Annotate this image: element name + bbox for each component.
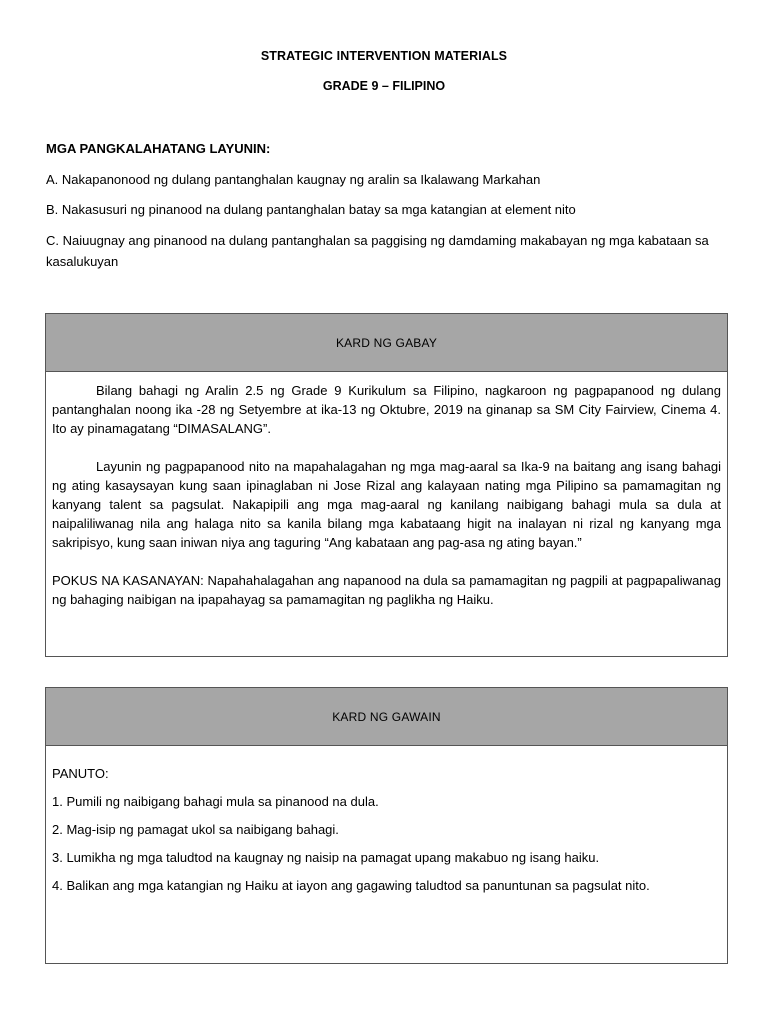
gawain-card <box>45 687 728 964</box>
gawain-card-body <box>46 746 727 895</box>
gabay-card <box>45 313 728 657</box>
objective-a: A. Nakapanonood ng dulang pantanghalan kaugnay ng aralin sa Ikalawang Markahan <box>46 172 541 187</box>
objectives-heading: MGA PANGKALAHATANG LAYUNIN: <box>46 141 271 156</box>
panuto-label: PANUTO: <box>52 766 109 781</box>
gawain-step-4: 4. Balikan ang mga katangian ng Haiku at iayon ang gagawing taludtod sa panuntunan sa pagsulat nito. <box>52 878 650 893</box>
document-subtitle: GRADE 9 – FILIPINO <box>322 79 446 93</box>
gabay-card-body <box>46 372 727 609</box>
gawain-step-1: 1. Pumili ng naibigang bahagi mula sa pinanood na dula. <box>52 794 379 809</box>
gabay-paragraph-1: Bilang bahagi ng Aralin 2.5 ng Grade 9 Kurikulum sa Filipino, nagkaroon ng pagpapanood ng dulang pantanghalan noong ika -28 ng Setyembre at ika-13 ng Oktubre, 2019 na ginanap sa SM City Fairview, Cinema 4. Ito ay pinamagatang “DIMASALANG”. <box>52 383 721 436</box>
gawain-step-2: 2. Mag-isip ng pamagat ukol sa naibigang bahagi. <box>52 822 339 837</box>
gabay-paragraph-2: Layunin ng pagpapanood nito na mapahalagahan ng mga mag-aaral sa Ika-9 na baitang ang isang bahagi ng ating kasaysayan kung saan ipinaglaban ni Jose Rizal ang kalayaan nating mga Pilipino sa pamamagitan ng kanyang talent sa pagsulat. Nakapipili ang mga mag-aaral ng kanilang naibigang bahagi mula sa dula at naipaliliwanag nila ang halaga nito sa kanila bilang mga kabataang higit na inalayan ni rizal ng kanyang mga sakripisyo, kung saan iniwan niya ang taguring “Ang kabataan ang pag-asa ng ating bayan.” <box>52 459 721 550</box>
document-title: STRATEGIC INTERVENTION MATERIALS <box>260 49 508 63</box>
gawain-card-title: KARD NG GAWAIN <box>46 688 727 746</box>
pokus-na-kasanayan: POKUS NA KASANAYAN: Napahahalagahan ang napanood na dula sa pamamagitan ng pagpili at pagpapaliwanag ng bahaging naibigan na ipapahayag sa pamamagitan ng paglikha ng Haiku. <box>52 573 721 607</box>
objective-c: C. Naiuugnay ang pinanood na dulang pantanghalan sa paggising ng damdaming makabayan ng mga kabataan sa kasalukuyan <box>46 233 709 269</box>
gawain-step-3: 3. Lumikha ng mga taludtod na kaugnay ng naisip na pamagat upang makabuo ng isang haiku. <box>52 850 600 865</box>
gabay-card-title: KARD NG GABAY <box>46 314 727 372</box>
objective-b: B. Nakasusuri ng pinanood na dulang pantanghalan batay sa mga katangian at element nito <box>46 202 576 217</box>
